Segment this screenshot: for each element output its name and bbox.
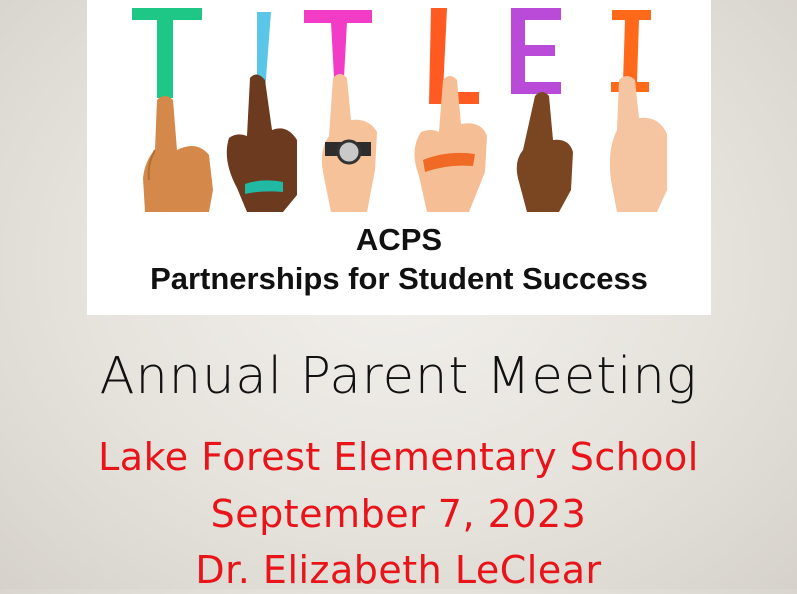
raised-hands-illustration bbox=[87, 0, 711, 220]
hand-letter-t1 bbox=[132, 8, 213, 212]
hand-6 bbox=[610, 76, 667, 212]
letter-t2-bar bbox=[304, 10, 372, 23]
hand-letter-i1 bbox=[227, 12, 297, 212]
hand-letter-t2 bbox=[304, 10, 377, 212]
banner-tagline: Partnerships for Student Success bbox=[150, 261, 648, 296]
slide-title: Annual Parent Meeting bbox=[99, 347, 698, 406]
banner-org-name: ACPS bbox=[355, 222, 443, 257]
hand-letter-e bbox=[511, 8, 573, 212]
watch-face-icon bbox=[338, 141, 360, 163]
letter-t1-stem bbox=[157, 8, 173, 98]
school-name: Lake Forest Elementary School bbox=[98, 435, 699, 479]
hand-5 bbox=[517, 92, 573, 212]
hand-letter-l bbox=[414, 8, 487, 212]
title-i-banner bbox=[87, 0, 711, 315]
meeting-date: September 7, 2023 bbox=[210, 492, 587, 536]
hand-letter-i2 bbox=[610, 10, 667, 212]
presenter-name: Dr. Elizabeth LeClear bbox=[195, 548, 602, 592]
